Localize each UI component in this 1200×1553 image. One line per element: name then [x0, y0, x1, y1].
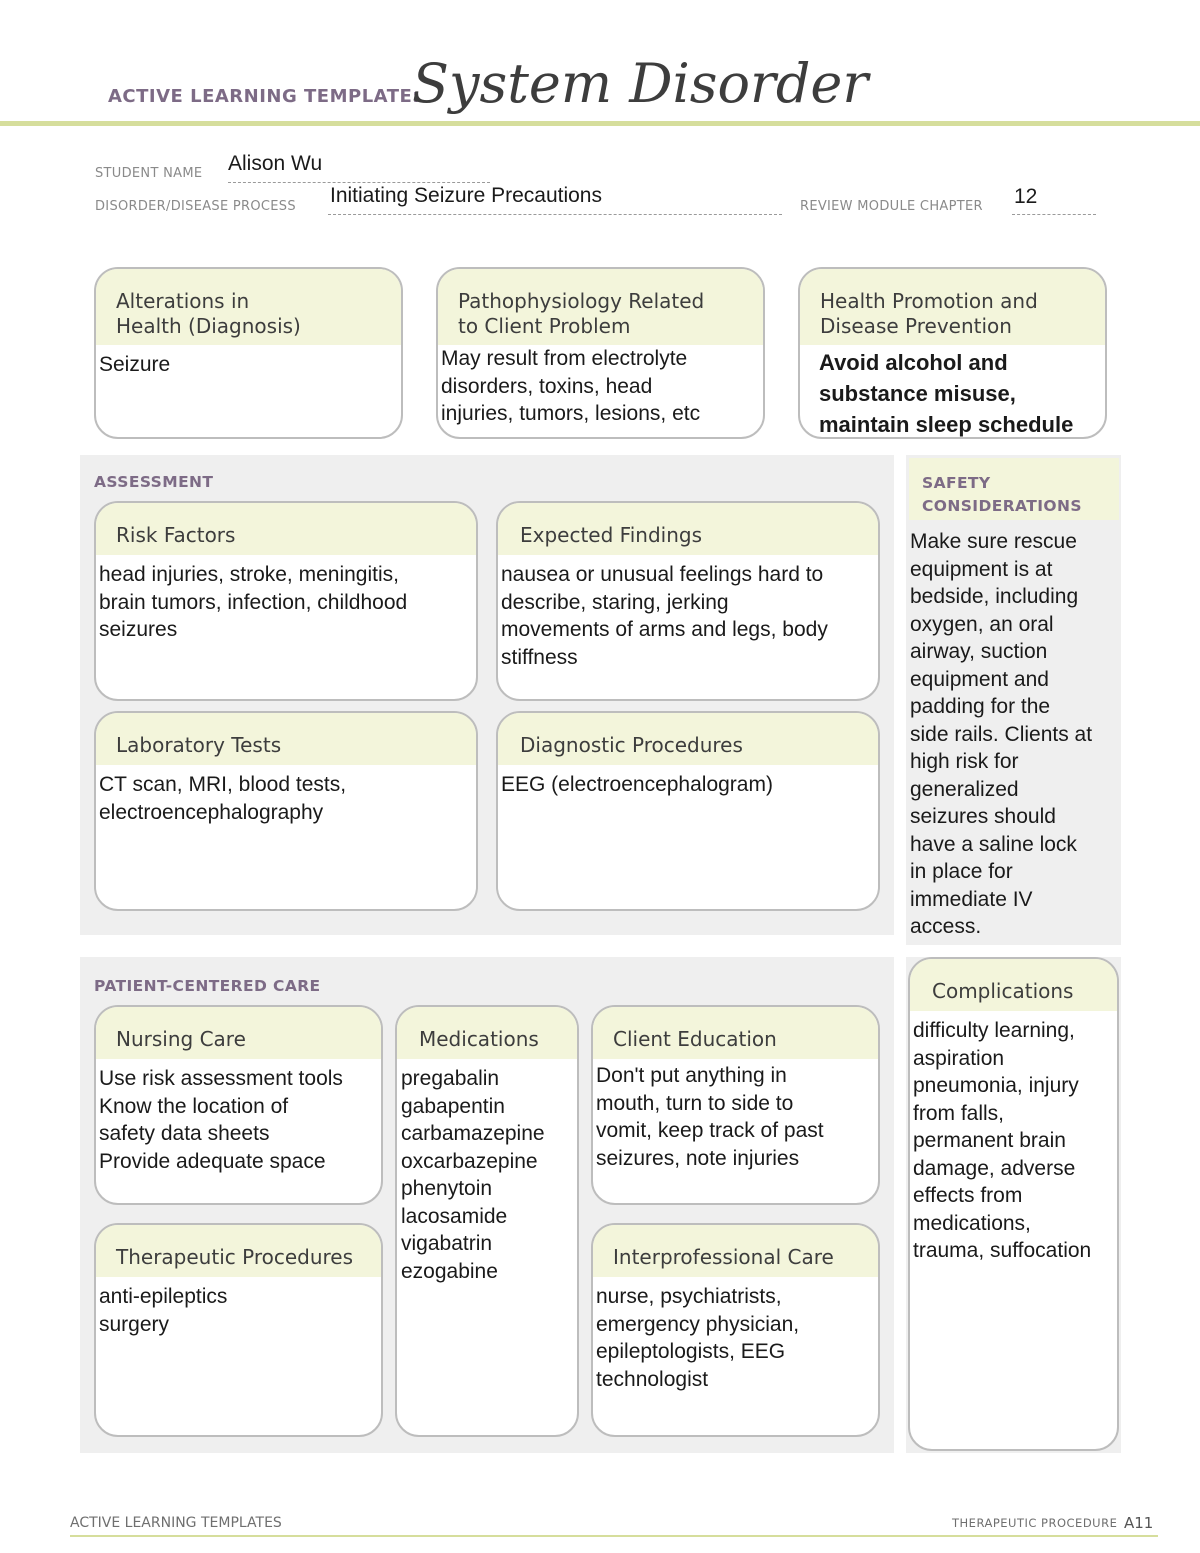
patient-care-title: PATIENT-CENTERED CARE — [94, 977, 321, 995]
chapter-line — [1012, 214, 1096, 215]
pathophysiology-title: Pathophysiology Related to Client Problem — [438, 269, 763, 345]
interprofessional-care-card — [591, 1223, 880, 1437]
therapeutic-procedures-body[interactable]: anti-epileptics surgery — [99, 1285, 228, 1336]
student-name-value[interactable]: Alison Wu — [228, 152, 323, 175]
disorder-label: DISORDER/DISEASE PROCESS — [95, 199, 296, 214]
alterations-title: Alterations in Health (Diagnosis) — [96, 269, 401, 345]
therapeutic-procedures-card — [94, 1223, 383, 1437]
medications-title: Medications — [397, 1007, 577, 1059]
student-name-line — [228, 182, 490, 183]
safety-body[interactable]: Make sure rescue equipment is at bedside, including oxygen, an oral airway, suction equipment and padding for the side rails. Clients at high risk for generalized seizures should have a saline lock in place for immediate IV access. — [910, 530, 1093, 938]
complications-body[interactable]: difficulty learning, aspiration pneumonia, injury from falls, permanent brain damage, adverse effects from medications, trauma, suffocation — [913, 1019, 1092, 1262]
chapter-label: REVIEW MODULE CHAPTER — [800, 199, 983, 214]
nursing-care-title: Nursing Care — [96, 1007, 381, 1059]
client-education-card — [591, 1005, 880, 1205]
pathophysiology-body[interactable]: May result from electrolyte disorders, toxins, head injuries, tumors, lesions, etc — [441, 347, 701, 425]
health-promotion-title: Health Promotion and Disease Prevention — [800, 269, 1105, 345]
nursing-care-card — [94, 1005, 383, 1205]
diagnostic-procedures-title: Diagnostic Procedures — [498, 713, 878, 765]
client-education-body[interactable]: Don't put anything in mouth, turn to side to vomit, keep track of past seizures, note injuries — [596, 1064, 824, 1170]
student-name-label: STUDENT NAME — [95, 166, 203, 181]
diagnostic-procedures-card — [496, 711, 880, 911]
assessment-title: ASSESSMENT — [94, 473, 214, 491]
laboratory-tests-title: Laboratory Tests — [96, 713, 476, 765]
risk-factors-title: Risk Factors — [96, 503, 476, 555]
template-label: ACTIVE LEARNING TEMPLATE: — [108, 86, 420, 107]
page-number: A11 — [1124, 1514, 1154, 1532]
disorder-line — [328, 214, 782, 215]
alterations-card — [94, 267, 403, 439]
complications-title: Complications — [910, 959, 1117, 1011]
alterations-body[interactable]: Seizure — [99, 353, 171, 376]
header-rule — [0, 121, 1200, 126]
footer-rule — [70, 1535, 1158, 1537]
health-promotion-body[interactable]: Avoid alcohol and substance misuse, maintain sleep schedule — [819, 350, 1074, 437]
medications-card — [395, 1005, 579, 1437]
interprofessional-care-title: Interprofessional Care — [593, 1225, 878, 1277]
diagnostic-procedures-body[interactable]: EEG (electroencephalogram) — [501, 773, 773, 796]
nursing-care-body[interactable]: Use risk assessment tools Know the location of safety data sheets Provide adequate space — [99, 1067, 343, 1173]
laboratory-tests-body[interactable]: CT scan, MRI, blood tests, electroencephalography — [99, 773, 347, 824]
pathophysiology-card — [436, 267, 765, 439]
expected-findings-body[interactable]: nausea or unusual feelings hard to describe, staring, jerking movements of arms and legs, body stiffness — [501, 563, 828, 669]
footer-right: THERAPEUTIC PROCEDURE — [952, 1516, 1118, 1530]
chapter-value[interactable]: 12 — [1014, 185, 1038, 208]
page-title: System Disorder — [412, 52, 869, 115]
footer-left: ACTIVE LEARNING TEMPLATES — [70, 1515, 282, 1531]
expected-findings-card — [496, 501, 880, 701]
risk-factors-card — [94, 501, 478, 701]
health-promotion-card — [798, 267, 1107, 439]
client-education-title: Client Education — [593, 1007, 878, 1059]
laboratory-tests-card — [94, 711, 478, 911]
therapeutic-procedures-title: Therapeutic Procedures — [96, 1225, 381, 1277]
disorder-value[interactable]: Initiating Seizure Precautions — [330, 184, 602, 207]
medications-body[interactable]: pregabalin gabapentin carbamazepine oxcarbazepine phenytoin lacosamide vigabatrin ezogabine — [401, 1067, 545, 1283]
safety-title: SAFETY CONSIDERATIONS — [922, 474, 1082, 515]
interprofessional-care-body[interactable]: nurse, psychiatrists, emergency physician, epileptologists, EEG technologist — [596, 1285, 800, 1391]
risk-factors-body[interactable]: head injuries, stroke, meningitis, brain tumors, infection, childhood seizures — [99, 563, 408, 641]
expected-findings-title: Expected Findings — [498, 503, 878, 555]
complications-card — [908, 957, 1119, 1451]
